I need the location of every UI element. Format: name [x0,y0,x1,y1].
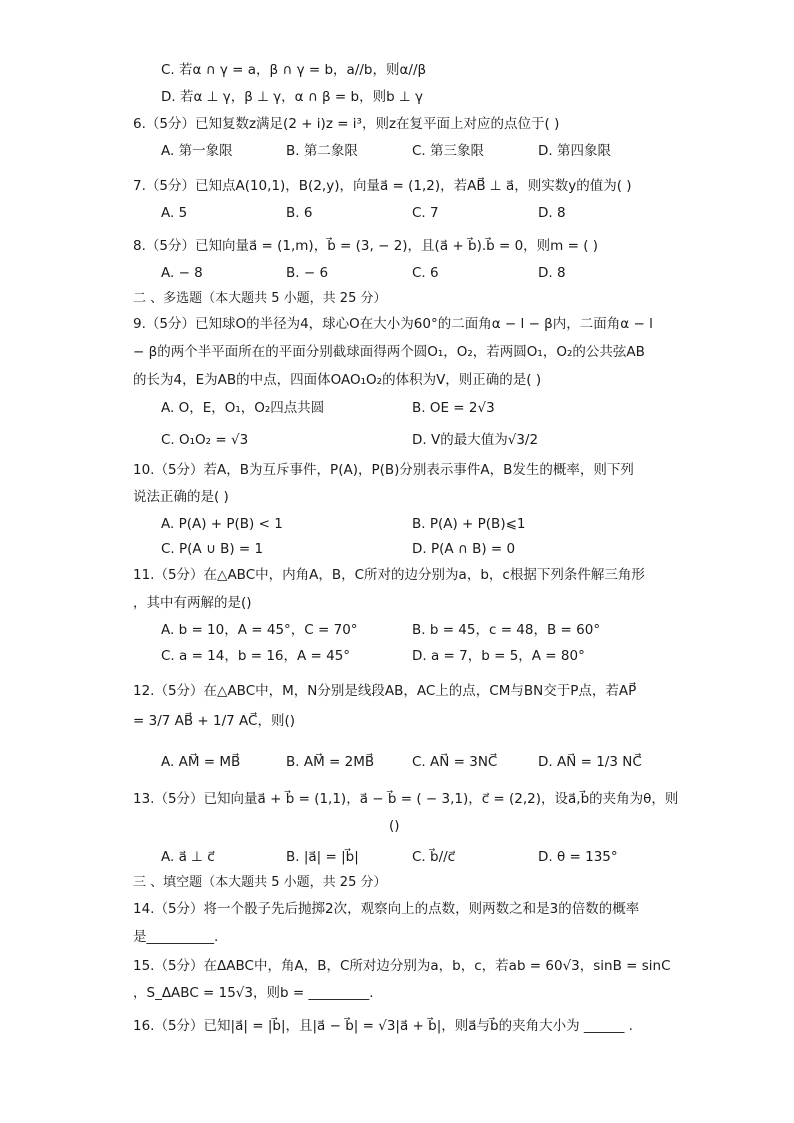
q7-option-a: A. 5 [161,205,188,221]
q9-option-d: D. V的最大值为√3/2 [412,432,539,448]
q8-option-d: D. 8 [538,265,566,281]
q15-stem-line2: ，S_ΔABC = 15√3，则b = _________. [133,985,374,1001]
q13-option-b: B. |a⃗| = |b⃗| [286,849,359,865]
q12-option-d: D. AN⃗ = 1/3 NC⃗ [538,754,642,770]
q13-option-d: D. θ = 135° [538,849,618,865]
q9-option-a: A. O，E，O₁，O₂四点共圆 [161,400,325,416]
q11-option-d: D. a = 7，b = 5，A = 80° [412,648,585,664]
q15-stem-line1: 15.（5分）在ΔABC中，角A，B，C所对边分别为a，b，c，若ab = 60√3，sinB = sinC [133,958,671,974]
q6-option-b: B. 第二象限 [286,143,358,159]
q12-option-c: C. AN⃗ = 3NC⃗ [412,754,498,770]
q12-stem-line1: 12.（5分）在△ABC中，M，N分别是线段AB，AC上的点，CM与BN交于P点，若AP⃗ [133,683,637,699]
q8-stem: 8.（5分）已知向量a⃗ = (1,m)，b⃗ = (3, − 2)，且(a⃗ + b⃗).b⃗ = 0，则m = ( ) [133,238,599,254]
q10-stem-line2: 说法正确的是( ) [133,489,229,505]
q14-stem-line1: 14.（5分）将一个骰子先后抛掷2次，观察向上的点数，则两数之和是3的倍数的概率 [133,901,640,917]
q9-stem-line3: 的长为4，E为AB的中点，四面体OAO₁O₂的体积为V，则正确的是( ) [133,372,542,388]
q10-option-d: D. P(A ∩ B) = 0 [412,541,516,557]
q11-option-a: A. b = 10，A = 45°，C = 70° [161,622,358,638]
q12-stem-line2: = 3/7 AB⃗ + 1/7 AC⃗，则() [133,713,295,729]
q6-option-d: D. 第四象限 [538,143,611,159]
q14-stem-line2: 是__________. [133,929,219,945]
q6-stem: 6.（5分）已知复数z满足(2 + i)z = i³，则z在复平面上对应的点位于( ) [133,116,560,132]
q9-option-b: B. OE = 2√3 [412,400,495,416]
q5-option-d: D. 若α ⊥ γ，β ⊥ γ，α ∩ β = b，则b ⊥ γ [161,89,423,105]
q6-option-a: A. 第一象限 [161,143,233,159]
q8-option-b: B. − 6 [286,265,329,281]
q9-stem-line2: − β的两个半平面所在的平面分别截球面得两个圆O₁，O₂，若两圆O₁，O₂的公共弦AB [133,344,645,360]
q13-option-c: C. b⃗//c⃗ [412,849,456,865]
q13-stem-line1: 13.（5分）已知向量a⃗ + b⃗ = (1,1)，a⃗ − b⃗ = ( − 3,1)，c⃗ = (2,2)，设a⃗,b⃗的夹角为θ，则 [133,791,679,807]
q12-option-a: A. AM⃗ = MB⃗ [161,754,241,770]
q5-option-c: C. 若α ∩ γ = a，β ∩ γ = b，a//b，则α//β [161,62,427,78]
section-fill-blank-heading: 三 、填空题（本大题共 5 小题，共 25 分） [133,875,387,890]
q9-option-c: C. O₁O₂ = √3 [161,432,249,448]
q12-option-b: B. AM⃗ = 2MB⃗ [286,754,375,770]
section-multi-choice-heading: 二 、多选题（本大题共 5 小题，共 25 分） [133,291,387,306]
q6-option-c: C. 第三象限 [412,143,485,159]
q7-option-c: C. 7 [412,205,439,221]
q7-option-d: D. 8 [538,205,566,221]
q13-option-a: A. a⃗ ⊥ c⃗ [161,849,215,865]
q11-option-b: B. b = 45，c = 48，B = 60° [412,622,601,638]
q7-option-b: B. 6 [286,205,313,221]
q9-stem-line1: 9.（5分）已知球O的半径为4，球心O在大小为60°的二面角α − l − β内，二面角α − l [133,316,653,332]
q11-option-c: C. a = 14，b = 16，A = 45° [161,648,351,664]
q10-option-a: A. P(A) + P(B) < 1 [161,516,283,532]
q10-option-b: B. P(A) + P(B)⩽1 [412,516,526,532]
q8-option-c: C. 6 [412,265,439,281]
q10-stem-line1: 10.（5分）若A，B为互斥事件，P(A)，P(B)分别表示事件A，B发生的概率，则下列 [133,462,634,478]
q11-stem-line2: ，其中有两解的是() [133,595,252,611]
q11-stem-line1: 11.（5分）在△ABC中，内角A，B，C所对的边分别为a，b，c根据下列条件解三角形 [133,567,645,583]
q16-stem: 16.（5分）已知|a⃗| = |b⃗|，且|a⃗ − b⃗| = √3|a⃗ + b⃗|，则a⃗与b⃗的夹角大小为 ______ . [133,1018,633,1034]
q10-option-c: C. P(A ∪ B) = 1 [161,541,264,557]
q13-stem-line2: () [389,818,400,834]
q7-stem: 7.（5分）已知点A(10,1)，B(2,y)，向量a⃗ = (1,2)，若AB⃗ ⊥ a⃗，则实数y的值为( ) [133,178,632,194]
q8-option-a: A. − 8 [161,265,203,281]
